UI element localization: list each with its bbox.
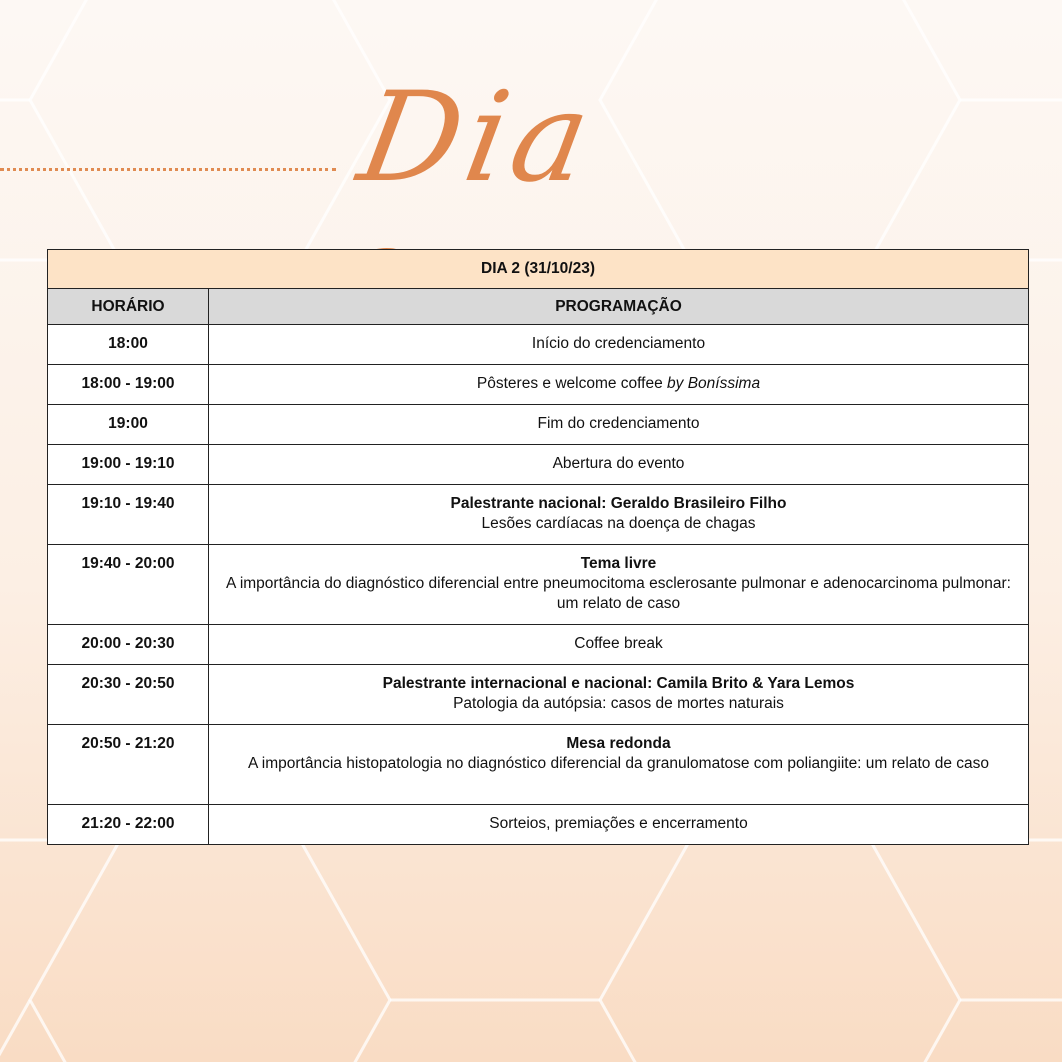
program-title: Mesa redonda	[566, 735, 671, 752]
program-cell	[209, 625, 1029, 665]
table-row	[48, 485, 1029, 545]
program-cell	[209, 365, 1029, 405]
time-cell: 19:00 - 19:10	[48, 445, 209, 485]
program-title: Tema livre	[580, 555, 657, 572]
column-header-row	[48, 289, 1029, 325]
program-text: Abertura do evento	[552, 455, 685, 472]
time-cell: 20:00 - 20:30	[48, 625, 209, 665]
program-text: A importância do diagnóstico diferencial entre pneumocitoma esclerosante pulmonar e adenocarcinoma pulmonar: um relato de caso	[226, 575, 1011, 612]
table-row	[48, 665, 1029, 725]
program-text: Coffee break	[574, 635, 663, 652]
time-cell: 19:40 - 20:00	[48, 545, 209, 625]
time-cell: 20:30 - 20:50	[48, 665, 209, 725]
program-cell	[209, 725, 1029, 805]
program-text: Lesões cardíacas na doença de chagas	[481, 515, 756, 532]
table-row	[48, 805, 1029, 845]
time-cell: 19:10 - 19:40	[48, 485, 209, 545]
program-cell	[209, 805, 1029, 845]
column-header-time: HORÁRIO	[48, 289, 209, 325]
day-header-row	[48, 250, 1029, 289]
time-cell: 21:20 - 22:00	[48, 805, 209, 845]
program-text: Sorteios, premiações e encerramento	[489, 815, 748, 832]
dotted-divider	[0, 168, 336, 171]
program-cell	[209, 405, 1029, 445]
table-row	[48, 405, 1029, 445]
day-header: DIA 2 (31/10/23)	[48, 250, 1029, 289]
table-row	[48, 365, 1029, 405]
program-text: Fim do credenciamento	[537, 415, 700, 432]
program-title: Palestrante nacional: Geraldo Brasileiro Filho	[450, 495, 787, 512]
table-row	[48, 545, 1029, 625]
time-cell: 18:00 - 19:00	[48, 365, 209, 405]
time-cell: 19:00	[48, 405, 209, 445]
table-row	[48, 725, 1029, 805]
program-text: Pôsteres e welcome coffee	[476, 375, 668, 392]
program-text: Patologia da autópsia: casos de mortes naturais	[453, 695, 784, 712]
program-cell	[209, 485, 1029, 545]
program-text: Início do credenciamento	[531, 335, 706, 352]
program-cell	[209, 325, 1029, 365]
program-cell	[209, 445, 1029, 485]
table-row	[48, 445, 1029, 485]
sponsor-text: by Boníssima	[667, 375, 761, 392]
program-title: Palestrante internacional e nacional: Camila Brito & Yara Lemos	[382, 675, 855, 692]
table-row	[48, 625, 1029, 665]
program-text: A importância histopatologia no diagnóstico diferencial da granulomatose com poliangiite: um relato de caso	[248, 755, 990, 772]
time-cell: 18:00	[48, 325, 209, 365]
table-row	[48, 325, 1029, 365]
column-header-program: PROGRAMAÇÃO	[209, 289, 1029, 325]
program-cell	[209, 665, 1029, 725]
time-cell: 20:50 - 21:20	[48, 725, 209, 805]
schedule-table	[47, 249, 1029, 845]
program-cell	[209, 545, 1029, 625]
page-title: Dia	[349, 66, 606, 210]
